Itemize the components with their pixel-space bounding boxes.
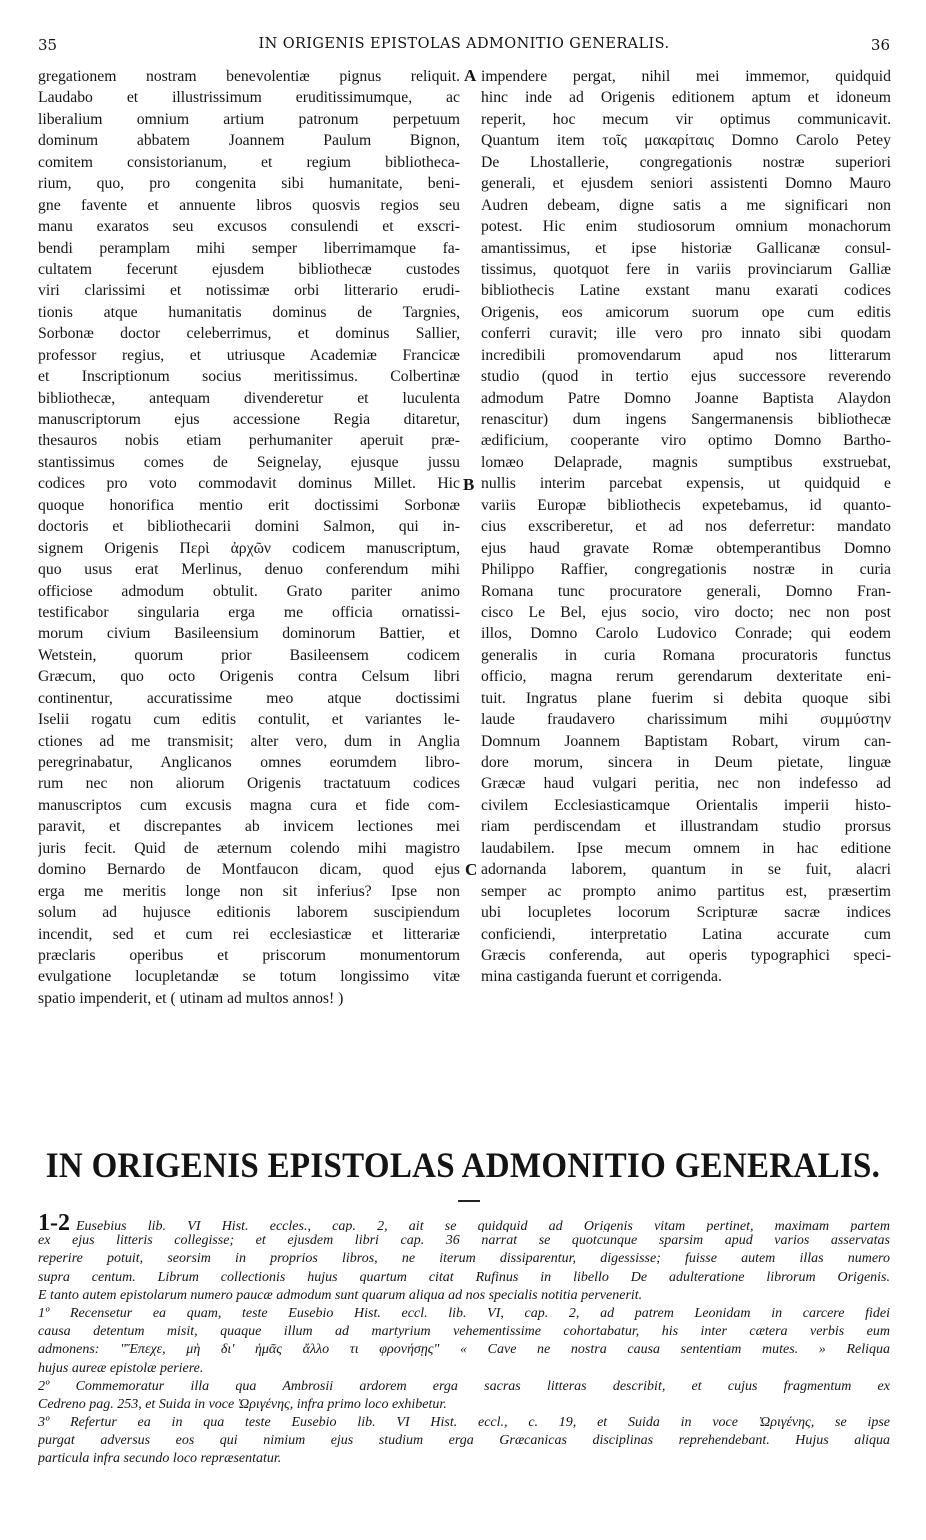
running-title: IN ORIGENIS EPISTOLAS ADMONITIO GENERALIS.	[258, 36, 670, 52]
right-column-line: cius exscriberetur, et ad nos deferretur: mandato	[481, 518, 891, 536]
left-column-line: Græcum, quo octo Origenis contra Celsum libri	[38, 668, 460, 686]
footnotes	[38, 1214, 890, 1469]
right-column-line: studio (quod in tertio ejus successore reverendo	[481, 368, 891, 386]
right-column-line: ejus haud gravate Romæ obtemperantibus Domno	[481, 539, 891, 557]
left-column-line: ctiones ad me transmisit; alter vero, dum in Anglia	[38, 732, 460, 750]
right-column-line: amantissimus, et ipse historiæ Gallicanæ consul-	[481, 239, 891, 257]
right-column-line: Græcis conferenda, aut operis typographici speci-	[481, 946, 891, 964]
footnote-line: admonens: "Ἔπεχε, μὴ δι' ἡμᾶς ἄλλο τι φρονήσῃς" « Cave ne nostra causa sententiam mutes. » Reliqua	[38, 1342, 890, 1358]
left-column-line: spatio impenderit, et ( utinam ad multos annos! )	[38, 989, 344, 1007]
footnote-line: particula infra secundo loco repræsentatur.	[38, 1451, 282, 1467]
left-column-line: præclaris operibus et priscorum monumentorum	[38, 946, 460, 964]
right-column-line: conficiendi, interpretatio Latina accurate cum	[481, 925, 891, 943]
right-column-line: renascitur) dum ingens Sangermanensis bibliothecæ	[481, 411, 891, 428]
page-number-left: 35	[38, 36, 58, 54]
footnote-line: hujus aureæ epistolæ periere.	[38, 1360, 204, 1376]
left-column-line: erga me meritis longe non sit inferius? Ipse non	[38, 882, 460, 900]
page-number-right: 36	[870, 36, 890, 54]
right-column-line: cisco Le Bel, ejus socio, viro docto; nec non post	[481, 603, 891, 621]
running-header	[38, 36, 890, 58]
left-column-line: paravit, et discrepantes ab invicem lectiones mei	[38, 818, 460, 836]
left-column-line: quo usus erat Merlinus, denuo conferendum mihi	[38, 561, 460, 579]
right-column-line: De Lhostallerie, congregationis nostræ superiori	[481, 153, 891, 171]
right-column	[481, 66, 891, 988]
footnote-line: Cedreno pag. 253, et Suida in voce Ὠριγένης, infra primo loco exhibetur.	[38, 1396, 447, 1412]
left-column-line: manu exaratos seu excusos consulendi et exscri-	[38, 218, 460, 236]
right-column-line: hinc inde ad Origenis editionem aptum et idoneum	[481, 89, 891, 107]
right-column-line: laudabilem. Ipse mecum omnem in hac editione	[481, 839, 891, 857]
left-column-line: codices pro voto commodavit dominus Millet. Hic	[38, 475, 460, 493]
left-column-line: thesauros nobis etiam perhumaniter aperuit præ-	[38, 432, 460, 450]
title-rule	[458, 1200, 480, 1202]
right-column-line: Quantum item τοῖς μακαρίταις Domno Carolo Petey	[481, 132, 891, 150]
left-column-line: gregationem nostram benevolentiæ pignus reliquit.	[38, 68, 460, 85]
left-column-line: incendit, sed et cum rei ecclesiasticæ et litterariæ	[38, 925, 460, 943]
left-column-line: continentur, accuratissime meo atque doctissimi	[38, 689, 460, 707]
left-column-line: peregrinabatur, Anglicanos omnes eorumdem libro-	[38, 754, 460, 771]
right-column-line: Domnum Joannem Baptistam Robart, virum can-	[481, 732, 891, 750]
right-column-line: Græcæ haud vulgari peritia, nec non indefesso ad	[481, 775, 891, 793]
left-column-line: rum nec non aliorum Origenis tractatuum codices	[38, 775, 460, 793]
left-column-line: signem Origenis Περὶ ἀρχῶν codicem manuscriptum,	[38, 539, 460, 557]
right-column-line: semper ac prompto animo partitus est, præsertim	[481, 882, 891, 900]
right-column-line: Romana tunc procuratore generali, Domno Fran-	[481, 582, 891, 600]
right-column-line: bibliothecis Latine exstant manu exarati codices	[481, 282, 891, 300]
right-column-line: Audren debeam, digne satis a me significari non	[481, 196, 891, 214]
left-column-line: quoque honorifica mentio erit doctissimi Sorbonæ	[38, 496, 460, 514]
right-column-line: impendere pergat, nihil mei immemor, quidquid	[481, 68, 891, 85]
right-column-line: admodum Patre Domno Joanne Baptista Alaydon	[481, 389, 891, 407]
right-column-line: adornanda laborem, quantum in se fuit, alacri	[481, 861, 891, 879]
left-column-line: domino Bernardo de Montfaucon dicam, quod ejus	[38, 861, 460, 879]
right-column-line: reperit, hoc mecum vir optimus communicavit.	[481, 110, 891, 128]
footnote-number: 1-2	[38, 1214, 70, 1233]
left-column-line: liberalium omnium artium patronum perpetuum	[38, 110, 460, 128]
left-column-line: manuscriptos cum excusis magna cura et fide com-	[38, 796, 460, 814]
right-column-line: illos, Domno Carolo Ludovico Conrade; qui eodem	[481, 625, 891, 643]
left-column-line: dominum abbatem Joannem Paulum Bignon,	[38, 132, 460, 150]
left-column-line: juris fecit. Quid de æternum colendo mihi magistro	[38, 839, 460, 857]
footnote-line: ex ejus litteris collegisse; et ejusdem libri cap. 36 narrat se quotcunque sparsim apud varios asservatas	[38, 1233, 890, 1249]
left-column-line: bendi peramplam mihi semper liberrimamque fa-	[38, 239, 460, 257]
right-column-line: tuit. Ingratus plane fuerim si debita quoque sibi	[481, 689, 891, 707]
left-column-line: cultatem fecerunt ejusdem bibliothecæ custodes	[38, 260, 460, 278]
footnote-line: 1º Recensetur ea quam, teste Eusebio Hist. eccl. lib. VI, cap. 2, ad patrem Leonidam in carcere fidei	[38, 1305, 890, 1321]
footnote-line: supra centum. Librum collectionis hujus quartum citat Rufinus in libello De adulteratione librorum Origenis.	[38, 1269, 890, 1285]
left-column-line: comitem consistorianum, et regium bibliotheca-	[38, 153, 460, 171]
section-title: IN ORIGENIS EPISTOLAS ADMONITIO GENERALIS.	[45, 1146, 881, 1186]
right-column-line: dore morum, sincera in Deum pietate, linguæ	[481, 754, 891, 771]
margin-marker-a: A	[464, 66, 477, 85]
footnote-line	[38, 1214, 890, 1232]
footnote-line: purgat adversus eos qui nimium ejus studium erga Græcanicas disciplinas reprehendebant. Hujus aliqua	[38, 1433, 890, 1449]
right-column-line: Philippo Raffier, congregationis nostræ in curia	[481, 561, 891, 579]
left-column-line: professor regius, et utriusque Academiæ Francicæ	[38, 346, 460, 364]
left-column-line: morum civium Basileensium dominorum Battier, et	[38, 625, 460, 643]
footnote-line: reperire potuit, seorsim in proprios libros, ne iterum dissiparentur, digessisse; fuisse autem illas numero	[38, 1251, 890, 1267]
right-column-line: conferri curavit; ille vero pro innato sibi quodam	[481, 325, 891, 343]
footnote-text: Eusebius lib. VI Hist. eccles., cap. 2, ait se quidquid ad Origenis vitam pertinet, maximam partem	[76, 1219, 890, 1233]
left-column-line: manuscriptorum ejus accessione Regia ditaretur,	[38, 411, 460, 428]
left-column-line: tionis atque humanitatis dominus de Targnies,	[38, 303, 460, 321]
right-column-line: generalis in curia Romana procuratoris functus	[481, 646, 891, 664]
right-column-line: civilem Ecclesiasticamque Orientalis imperii histo-	[481, 796, 891, 814]
left-column-line: solum ad hujusce editionis laborem suscipiendum	[38, 904, 460, 922]
right-column-line: incredibili promovendarum apud nos litterarum	[481, 346, 891, 364]
left-column-line: rium, quo, pro congenita sibi humanitate, beni-	[38, 175, 460, 193]
right-column-line: ubi locupletes locorum Scripturæ sacræ indices	[481, 904, 891, 922]
left-column-line: evulgatione locupletandæ se totum longissimo vitæ	[38, 968, 460, 986]
left-column-line: Laudabo et illustrissimum eruditissimumque, ac	[38, 89, 460, 107]
left-column-line: doctoris et bibliothecarii domini Salmon, qui in-	[38, 518, 460, 536]
right-column-line: variis Europæ bibliothecis expetebamus, id quanto-	[481, 496, 891, 514]
left-column-line: officiose admodum obtulit. Grato pariter animo	[38, 582, 460, 600]
footnote-line: E tanto autem epistolarum numero paucæ admodum sunt quarum aliqua ad nos specialis notitia pervenerit.	[38, 1287, 643, 1303]
left-column-line: testificabor singularia erga me officia ornatissi-	[38, 603, 460, 621]
right-column-line: riam perdiscendam et illustrandam studio prorsus	[481, 818, 891, 836]
left-column-line: et Inscriptionum socius meritissimus. Colbertinæ	[38, 368, 460, 386]
right-column-line: potest. Hic enim studiosorum omnium monachorum	[481, 218, 891, 236]
margin-marker-b: B	[463, 475, 475, 494]
right-column-line: ædificium, cooperante viro optimo Domno Bartho-	[481, 432, 891, 450]
left-column-line: Wetstein, quorum prior Basileensem codicem	[38, 646, 460, 664]
right-column-line: Origenis, eos amicorum suorum ope cum editis	[481, 303, 891, 321]
left-column-line: bibliothecæ, antequam divenderetur et luculenta	[38, 389, 460, 407]
left-column-line: viri clarissimi et notissimæ orbi litterario erudi-	[38, 282, 460, 300]
right-column-line: officio, magna rerum gerendarum dexteritate eni-	[481, 668, 891, 686]
footnote-line: causa detentum misit, quaque illum ad martyrium vehementissime cohortabatur, his inter cætera verbis eum	[38, 1324, 890, 1340]
margin-marker-c: C	[465, 860, 478, 879]
right-column-line: tissimus, quotquot fere in variis provinciarum Galliæ	[481, 260, 891, 278]
footnote-line: 2º Commemoratur illa qua Ambrosii ardorem erga sacras litteras describit, et cujus fragmentum ex	[38, 1378, 890, 1394]
right-column-line: nullis interim parcebat expensis, ut quidquid e	[481, 475, 891, 493]
left-column-line: gne favente et annuente libros quosvis regios seu	[38, 196, 460, 214]
right-column-line: generali, et ejusdem seniori assistenti Domno Mauro	[481, 175, 891, 193]
footnote-line: 3º Refertur ea in qua teste Eusebio lib. VI Hist. eccl., c. 19, et Suida in voce Ὠριγένης, se ipse	[38, 1415, 890, 1431]
left-column-line: Iselii rogatu cum editis contulit, et variantes le-	[38, 711, 460, 729]
left-column-line: Sorbonæ doctor celeberrimus, et dominus Sallier,	[38, 325, 460, 343]
right-column-line: mina castiganda fuerunt et corrigenda.	[481, 968, 722, 986]
right-column-line: laude fraudavero charissimum mihi συμμύστην	[481, 711, 891, 729]
left-column	[38, 66, 460, 1009]
right-column-line: lomæo Delaprade, magnis sumptibus exstruebat,	[481, 453, 891, 471]
left-column-line: stantissimus comes de Seignelay, ejusque jussu	[38, 453, 460, 471]
